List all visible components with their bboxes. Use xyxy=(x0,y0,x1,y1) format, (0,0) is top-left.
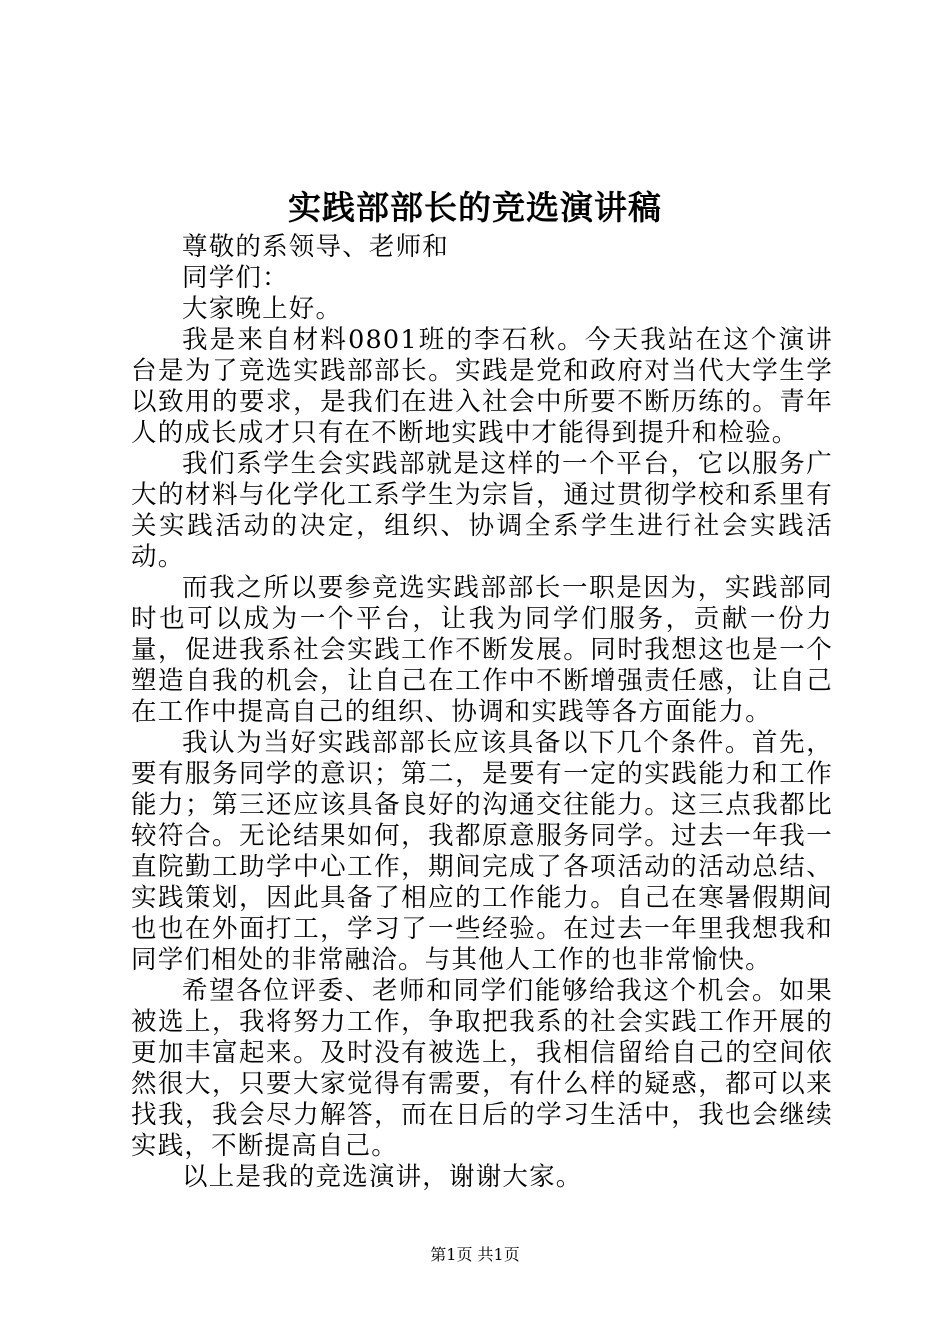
greeting: 大家晚上好。 xyxy=(182,294,343,324)
page-number-footer: 第1页 共1页 xyxy=(430,1245,520,1264)
paragraph-hope: 希望各位评委、老师和同学们能够给我这个机会。如果被选上，我将努力工作，争取把我系的社会实践工作开展的更加丰富起来。及时没有被选上，我相信留给自己的空间依然很大，只要大家觉得有需要，有什么样的疑惑，都可以来找我，我会尽力解答，而在日后的学习生活中，我也会继续实践，不断提高自己。 xyxy=(131,976,833,1161)
paragraph-introduction: 我是来自材料0801班的李石秋。今天我站在这个演讲台是为了竞选实践部部长。实践是党和政府对当代大学生学以致用的要求，是我们在进入社会中所要不断历练的。青年人的成长成才只有在不断地实践中才能得到提升和检验。 xyxy=(131,325,833,448)
document-body xyxy=(131,232,833,1193)
document-title: 实践部部长的竞选演讲稿 xyxy=(288,188,662,227)
paragraph-qualifications: 我认为当好实践部部长应该具备以下几个条件。首先，要有服务同学的意识；第二，是要有一定的实践能力和工作能力；第三还应该具备良好的沟通交往能力。这三点我都比较符合。无论结果如何，我都原意服务同学。过去一年我一直院勤工助学中心工作，期间完成了各项活动的活动总结、实践策划，因此具备了相应的工作能力。自己在寒暑假期间也也在外面打工，学习了一些经验。在过去一年里我想我和同学们相处的非常融洽。与其他人工作的也非常愉快。 xyxy=(131,728,833,975)
salutation-line-1: 尊敬的系领导、老师和 xyxy=(182,232,450,262)
salutation-line-2: 同学们： xyxy=(182,263,289,293)
paragraph-closing: 以上是我的竞选演讲，谢谢大家。 xyxy=(182,1162,583,1192)
paragraph-motivation: 而我之所以要参竞选实践部部长一职是因为，实践部同时也可以成为一个平台，让我为同学们服务，贡献一份力量，促进我系社会实践工作不断发展。同时我想这也是一个塑造自我的机会，让自己在工作中不断增强责任感，让自己在工作中提高自己的组织、协调和实践等各方面能力。 xyxy=(131,573,833,727)
paragraph-department: 我们系学生会实践部就是这样的一个平台，它以服务广大的材料与化学化工系学生为宗旨，通过贯彻学校和系里有关实践活动的决定，组织、协调全系学生进行社会实践活动。 xyxy=(131,449,833,572)
